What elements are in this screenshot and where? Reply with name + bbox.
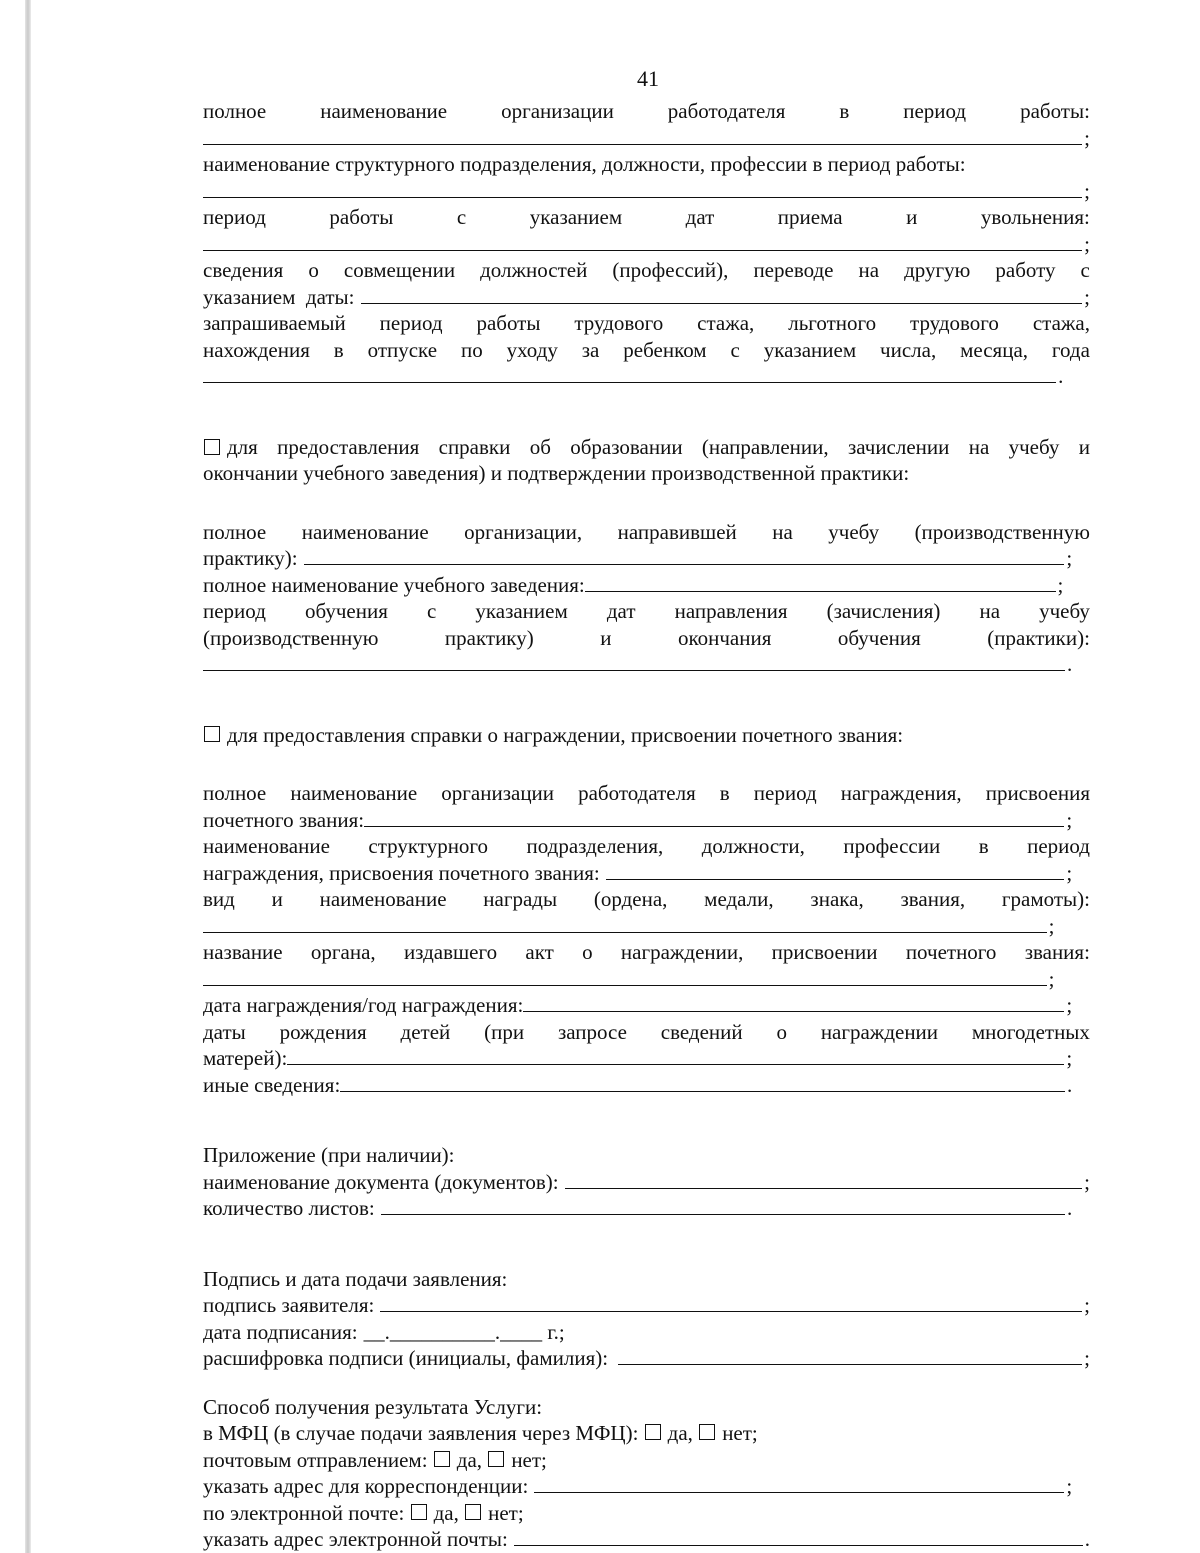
word: период [203,205,266,229]
word: запрашиваемый [203,311,346,335]
delivery-post-row: почтовым отправлением: да, нет; [203,1447,547,1472]
education-school-field[interactable]: полное наименование учебного заведения: ; [203,572,1064,597]
word: трудового [910,311,999,335]
word: трудового [574,311,664,335]
word: в [839,99,850,123]
employment-org-line[interactable]: ; [203,125,1090,152]
word: организации [441,781,555,805]
word: работодателя [578,781,696,805]
signature-date-field[interactable]: дата подписания: __.__________.____ г.; [203,1319,565,1344]
word: работы [476,311,541,335]
word: организации, [464,519,583,544]
word: числа, [880,337,937,362]
word: направления [674,599,788,623]
award-other-field[interactable]: иные сведения: . [203,1072,1073,1097]
word: профессии [843,834,941,858]
word: дат [685,205,715,229]
word: многодетных [971,1019,1090,1044]
word: указанием [529,205,623,229]
word: наименование [320,99,448,123]
word: должности, [701,834,805,858]
education-period-label-1 [203,598,1090,625]
delivery-address-field[interactable]: указать адрес для корреспонденции: ; [203,1474,1073,1498]
word: период [903,99,967,123]
signature-decode-field[interactable]: расшифровка подписи (инициалы, фамилия): ; [203,1346,1090,1370]
award-dept-field[interactable]: награждения, присвоения почетного звания: ; [203,860,1073,885]
word: и [906,205,918,229]
email-no-checkbox[interactable] [465,1504,481,1520]
word: даты [203,1019,246,1044]
word: практику) [444,625,534,650]
word: полное [203,781,267,805]
word: на [772,519,793,544]
word: о [308,258,319,282]
email-yes-checkbox[interactable] [411,1504,427,1520]
word: награждении [820,1019,939,1044]
word: указанием [763,337,857,362]
word: (производственную [914,519,1090,544]
scan-page-edge [25,0,31,1553]
word: стажа, [697,311,755,335]
word: с [426,599,437,623]
word: льготного [788,311,877,335]
word: увольнения: [980,205,1090,229]
word: (профессий), [612,258,729,282]
word: окончания [677,625,772,650]
word: (ордена, [593,887,668,911]
word: с [730,337,740,362]
word: указанием [475,599,568,623]
word: присвоения [985,781,1090,805]
word: название [203,940,283,964]
word: период [1027,834,1090,858]
education-period-label-2 [203,625,1090,652]
education-org-label [203,519,1090,546]
award-body-label [203,939,1090,966]
employment-requested-label-2 [203,337,1090,364]
employment-dept-label: наименование структурного подразделения, должности, профессии в период работы: [203,152,966,176]
education-checkbox[interactable] [204,439,220,455]
word: медали, [704,887,774,911]
word: года [1051,337,1090,362]
word: работы [329,205,394,229]
attachment-heading: Приложение (при наличии): [203,1143,455,1167]
word: уходу [506,337,558,362]
word: (практики): [987,625,1090,650]
word: знака, [810,887,864,911]
word: период [753,781,817,805]
word: полное [203,519,267,544]
delivery-mfc-row: в МФЦ (в случае подачи заявления через МФЦ): да, нет; [203,1421,758,1445]
word: работу [995,258,1056,282]
education-option[interactable]: для предоставления справки об образовании (направлении, зачислении на учебу и [203,434,1090,461]
word: (при [484,1019,525,1044]
page-number: 41 [637,66,659,91]
word: направившей [617,519,737,544]
employment-period-line[interactable]: ; [203,231,1090,258]
word: (производственную [203,625,379,650]
word: работы: [1020,99,1090,123]
word: акт [525,940,554,964]
word: нахождения [203,337,310,362]
education-org-field[interactable]: практику): ; [203,546,1073,570]
word: с [1080,258,1090,282]
delivery-email-address-field[interactable]: указать адрес электронной почты: . [203,1527,1090,1551]
award-date-field[interactable]: дата награждения/год награждения: ; [203,993,1073,1017]
word: в [978,834,989,858]
word: наименование [290,781,418,805]
word: звания, [900,887,966,911]
word: структурного [368,834,489,858]
word: награждения, [840,781,962,805]
word: рождения [279,1019,367,1044]
word: звания: [1024,940,1090,964]
award-kind-line[interactable]: ; [203,913,1055,940]
word: полное [203,99,267,123]
word: подразделения, [526,834,664,858]
word: переводе [753,258,834,282]
word: органа, [310,940,376,964]
post-yes-checkbox[interactable] [434,1451,450,1467]
word: детей [400,1019,451,1044]
delivery-heading: Способ получения результата Услуги: [203,1394,543,1419]
word: грамоты): [1001,887,1090,911]
word: запросе [557,1019,627,1044]
attachment-docs-field[interactable]: наименование документа (документов): ; [203,1169,1090,1194]
word: о [582,940,593,964]
employment-combine-field[interactable]: указанием даты: ; [203,284,1090,309]
word: с [456,205,467,229]
award-org-label [203,780,1090,807]
employment-org-label [203,98,1090,125]
word: за [581,337,600,362]
award-option[interactable]: для предоставления справки о награждении, присвоении почетного звания: [203,722,1090,749]
word: на [979,599,1001,623]
word: о [776,1019,787,1044]
word: период [379,311,443,335]
word: приема [777,205,843,229]
award-org-field[interactable]: почетного звания: ; [203,807,1073,832]
word: сведения [203,258,284,282]
word: награждении, [620,940,744,964]
application-form-page [203,98,1090,1553]
word: и [600,625,612,650]
post-no-checkbox[interactable] [488,1451,504,1467]
word: стажа, [1032,311,1090,335]
word: обучения [837,625,921,650]
word: сведений [660,1019,743,1044]
award-kind-label [203,886,1090,913]
word: наименование [203,834,330,858]
word: в [333,337,344,362]
signature-sign-field[interactable]: подпись заявителя: ; [203,1293,1090,1317]
word: наименование [301,519,429,544]
word: и [271,887,283,911]
award-dept-label [203,833,1090,860]
word: награды [483,887,558,911]
word: отпуске [367,337,438,362]
education-period-line[interactable]: . [203,651,1072,678]
employment-period-label [203,204,1090,231]
education-option-cont: окончании учебного заведения) и подтверждении производственной практики: [203,461,910,485]
employment-requested-label-1 [203,310,1090,337]
word: наименование [319,887,447,911]
word: на [858,258,880,282]
word: должностей [480,258,588,282]
attachment-sheets-field[interactable]: количество листов: . [203,1196,1073,1220]
word: месяца, [960,337,1029,362]
word: организации [501,99,614,123]
word: издавшего [403,940,498,964]
word: учебу [828,519,880,544]
award-children-label [203,1019,1090,1046]
word: период [203,599,266,623]
delivery-email-row: по электронной почте: да, нет; [203,1500,524,1525]
award-children-field[interactable]: матерей): ; [203,1046,1073,1070]
employment-dept-line[interactable]: ; [203,178,1090,205]
word: учебу [1039,599,1090,623]
employment-combine-label [203,257,1090,284]
word: почетного [905,940,997,964]
award-checkbox[interactable] [204,726,220,742]
word: вид [203,887,235,911]
word: по [460,337,483,362]
word: в [719,781,730,805]
signature-heading: Подпись и дата подачи заявления: [203,1266,508,1291]
word: ребенком [623,337,707,362]
word: работодателя [667,99,786,123]
word: совмещении [343,258,456,282]
word: присвоении [771,940,878,964]
mfc-yes-checkbox[interactable] [645,1424,661,1440]
word: (зачисления) [826,599,941,623]
word: обучения [304,599,388,623]
word: дат [606,599,636,623]
word: другую [904,258,971,282]
award-body-line[interactable]: ; [203,966,1055,993]
employment-requested-line[interactable]: . [203,363,1063,390]
mfc-no-checkbox[interactable] [699,1424,715,1440]
